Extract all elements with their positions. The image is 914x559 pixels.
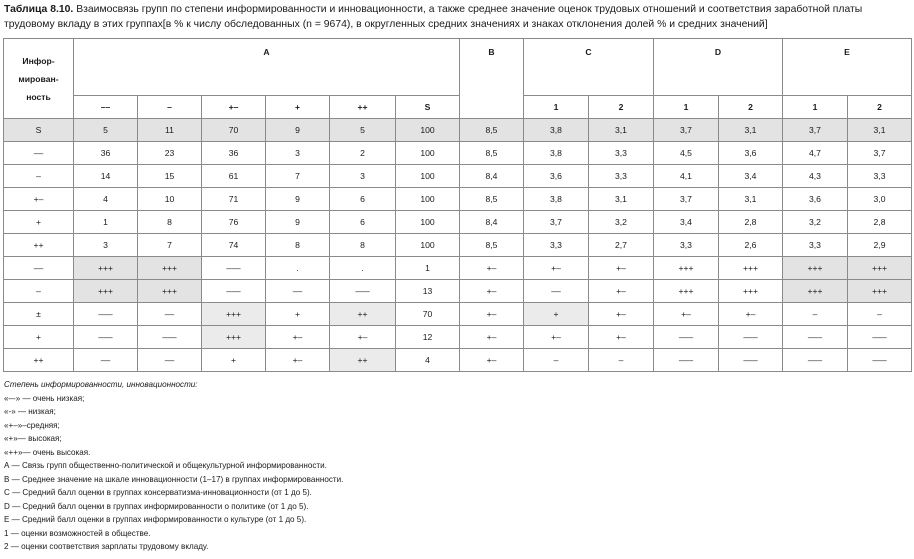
cell-a: 71: [202, 188, 266, 211]
note-line: D — Средний балл оценки в группах информированности о политике (от 1 до 5).: [4, 501, 309, 511]
header-d-sub: 1: [654, 96, 719, 119]
cell-a: +++: [202, 326, 266, 349]
cell-e: –––: [783, 326, 848, 349]
cell-a: 100: [396, 234, 460, 257]
cell-a: 15: [138, 165, 202, 188]
cell-b: +–: [460, 326, 524, 349]
note-line: 2 — оценки соответствия зарплаты трудовому вкладу.: [4, 542, 209, 551]
cell-c: 3,3: [589, 142, 654, 165]
cell-a: 61: [202, 165, 266, 188]
cell-a: –––: [74, 303, 138, 326]
cell-a: –––: [138, 326, 202, 349]
header-a-sub: ++: [330, 96, 396, 119]
cell-b: 8,4: [460, 165, 524, 188]
table-row: [4, 234, 912, 257]
cell-a: 5: [330, 119, 396, 142]
cell-a: +: [202, 349, 266, 372]
cell-a: 76: [202, 211, 266, 234]
cell-b: 8,5: [460, 119, 524, 142]
cell-a: +–: [266, 349, 330, 372]
note-line: «–-» — очень низкая;: [4, 393, 85, 403]
header-group-c: C: [524, 39, 654, 96]
cell-c: +–: [589, 280, 654, 303]
cell-d: 3,7: [654, 119, 719, 142]
cell-a: 10: [138, 188, 202, 211]
note-line: С — Средний балл оценки в группах консерватизма-инновационности (от 1 до 5).: [4, 488, 312, 497]
cell-a: +: [266, 303, 330, 326]
row-header: ++: [4, 234, 74, 257]
cell-e: 4,3: [783, 165, 848, 188]
cell-a: 12: [396, 326, 460, 349]
cell-d: 2,6: [719, 234, 783, 257]
cell-b: 8,5: [460, 234, 524, 257]
cell-a: 1: [396, 257, 460, 280]
cell-a: 3: [330, 165, 396, 188]
table-row: [4, 349, 912, 372]
cell-d: 3,7: [654, 188, 719, 211]
cell-c: 3,1: [589, 188, 654, 211]
cell-e: 3,1: [848, 119, 912, 142]
cell-c: 3,8: [524, 142, 589, 165]
cell-c: +–: [589, 257, 654, 280]
cell-d: 2,8: [719, 211, 783, 234]
cell-a: 7: [266, 165, 330, 188]
cell-a: 100: [396, 165, 460, 188]
header-e-sub: 1: [783, 96, 848, 119]
cell-a: 36: [202, 142, 266, 165]
cell-a: 100: [396, 142, 460, 165]
cell-a: 100: [396, 119, 460, 142]
cell-e: 3,0: [848, 188, 912, 211]
cell-d: 3,1: [719, 188, 783, 211]
table-row: [4, 188, 912, 211]
table-row: [4, 257, 912, 280]
note-line: «-» — низкая;: [4, 407, 56, 416]
header-corner: Инфор-мирован-ность: [4, 39, 74, 119]
row-header: +: [4, 211, 74, 234]
cell-e: 4,7: [783, 142, 848, 165]
cell-b: +–: [460, 349, 524, 372]
cell-e: 2,8: [848, 211, 912, 234]
cell-e: –––: [848, 349, 912, 372]
cell-a: +–: [330, 326, 396, 349]
caption-text: Взаимосвязь групп по степени информированности и инновационности, а также среднее значение оценок трудовых отношений и соответствия заработной платы трудовому вкладу в этих группах[в % к числу обследованных (n = 9674), в округленных средних значениях и знаках отклонения долей % и средних значений]: [4, 4, 863, 30]
note-line: Е — Средний балл оценки в группах информированности о культуре (от 1 до 5).: [4, 515, 307, 524]
cell-b: +–: [460, 303, 524, 326]
header-c-sub: 2: [589, 96, 654, 119]
cell-d: 4,5: [654, 142, 719, 165]
cell-d: –––: [719, 326, 783, 349]
row-header: ++: [4, 349, 74, 372]
cell-d: 3,1: [719, 119, 783, 142]
cell-c: 3,6: [524, 165, 589, 188]
table-row: [4, 280, 912, 303]
cell-a: .: [266, 257, 330, 280]
cell-a: 2: [330, 142, 396, 165]
cell-d: 3,3: [654, 234, 719, 257]
header-group-a: A: [74, 39, 460, 96]
cell-d: +++: [654, 257, 719, 280]
cell-a: 3: [266, 142, 330, 165]
cell-a: 9: [266, 119, 330, 142]
header-a-sub: ––: [74, 96, 138, 119]
cell-a: .: [330, 257, 396, 280]
cell-d: +++: [654, 280, 719, 303]
table-row: [4, 326, 912, 349]
cell-d: –––: [719, 349, 783, 372]
cell-e: +++: [848, 257, 912, 280]
cell-c: 3,3: [524, 234, 589, 257]
cell-e: 3,6: [783, 188, 848, 211]
header-a-sub: S: [396, 96, 460, 119]
table-row: [4, 165, 912, 188]
header-group-e: E: [783, 39, 912, 96]
row-header: +–: [4, 188, 74, 211]
cell-a: –––: [202, 257, 266, 280]
header-group-b: B: [460, 39, 524, 119]
cell-e: +++: [783, 257, 848, 280]
cell-c: 3,7: [524, 211, 589, 234]
cell-a: 6: [330, 211, 396, 234]
cell-a: 14: [74, 165, 138, 188]
header-a-sub: –: [138, 96, 202, 119]
cell-c: 3,8: [524, 119, 589, 142]
cell-c: –: [524, 349, 589, 372]
note-line: А — Связь групп общественно-политической и общекультурной информированности.: [4, 461, 327, 470]
cell-c: +–: [589, 303, 654, 326]
header-group-d: D: [654, 39, 783, 96]
cell-d: +–: [719, 303, 783, 326]
cell-a: 70: [202, 119, 266, 142]
cell-e: 3,3: [783, 234, 848, 257]
cell-a: 4: [396, 349, 460, 372]
table-body: [4, 39, 912, 372]
cell-b: 8,5: [460, 142, 524, 165]
cell-a: 4: [74, 188, 138, 211]
cell-e: +++: [848, 280, 912, 303]
cell-d: 3,4: [654, 211, 719, 234]
note-line: «++»— очень высокая.: [4, 447, 91, 457]
cell-c: 3,8: [524, 188, 589, 211]
cell-a: 9: [266, 188, 330, 211]
table-row: [4, 303, 912, 326]
cell-a: 23: [138, 142, 202, 165]
cell-a: +++: [74, 280, 138, 303]
cell-a: ––: [74, 349, 138, 372]
cell-a: 11: [138, 119, 202, 142]
cell-d: –––: [654, 349, 719, 372]
cell-a: 8: [266, 234, 330, 257]
row-header: ––: [4, 142, 74, 165]
cell-a: 1: [74, 211, 138, 234]
header-e-sub: 2: [848, 96, 912, 119]
header-c-sub: 1: [524, 96, 589, 119]
cell-d: 4,1: [654, 165, 719, 188]
cell-e: –: [848, 303, 912, 326]
header-row-1: [4, 39, 912, 96]
note-line: Степень информированности, инновационности:: [4, 380, 198, 389]
cell-d: 3,6: [719, 142, 783, 165]
caption-label: Таблица 8.10.: [4, 4, 74, 15]
cell-a: 36: [74, 142, 138, 165]
cell-b: 8,4: [460, 211, 524, 234]
cell-a: ––: [138, 349, 202, 372]
cell-c: 3,1: [589, 119, 654, 142]
note-line: «+»— высокая;: [4, 434, 62, 443]
cell-e: 3,7: [848, 142, 912, 165]
cell-a: ––: [266, 280, 330, 303]
row-header: –: [4, 165, 74, 188]
cell-a: –––: [330, 280, 396, 303]
cell-a: 100: [396, 188, 460, 211]
cell-e: 3,2: [783, 211, 848, 234]
data-table: [3, 38, 912, 372]
cell-a: 13: [396, 280, 460, 303]
cell-e: –––: [783, 349, 848, 372]
cell-a: 74: [202, 234, 266, 257]
cell-c: +: [524, 303, 589, 326]
cell-a: 7: [138, 234, 202, 257]
header-a-sub: +–: [202, 96, 266, 119]
cell-c: ––: [524, 280, 589, 303]
cell-a: 6: [330, 188, 396, 211]
row-header: ––: [4, 257, 74, 280]
header-a-sub: +: [266, 96, 330, 119]
cell-d: +++: [719, 257, 783, 280]
note-line: 1 — оценки возможностей в обществе.: [4, 528, 151, 538]
cell-a: +++: [138, 257, 202, 280]
cell-a: 3: [74, 234, 138, 257]
cell-d: +++: [719, 280, 783, 303]
cell-d: +–: [654, 303, 719, 326]
cell-d: 3,4: [719, 165, 783, 188]
note-line: «+–»–средняя;: [4, 420, 60, 430]
cell-c: +–: [589, 326, 654, 349]
cell-a: 70: [396, 303, 460, 326]
cell-a: 9: [266, 211, 330, 234]
table-row: [4, 211, 912, 234]
cell-a: 5: [74, 119, 138, 142]
cell-a: –––: [74, 326, 138, 349]
cell-a: 100: [396, 211, 460, 234]
cell-e: 3,7: [783, 119, 848, 142]
cell-b: +–: [460, 257, 524, 280]
header-row-2: [4, 96, 912, 119]
row-header: +: [4, 326, 74, 349]
header-d-sub: 2: [719, 96, 783, 119]
cell-e: 3,3: [848, 165, 912, 188]
cell-a: +–: [266, 326, 330, 349]
cell-a: –––: [202, 280, 266, 303]
cell-e: –: [783, 303, 848, 326]
cell-c: 3,3: [589, 165, 654, 188]
cell-c: 3,2: [589, 211, 654, 234]
cell-c: –: [589, 349, 654, 372]
row-header: –: [4, 280, 74, 303]
cell-e: +++: [783, 280, 848, 303]
cell-c: +–: [524, 326, 589, 349]
row-header: S: [4, 119, 74, 142]
table-caption: [4, 2, 912, 32]
note-line: В — Среднее значение на шкале инновационности (1–17) в группах информированности.: [4, 474, 344, 484]
row-header: ±: [4, 303, 74, 326]
cell-c: +–: [524, 257, 589, 280]
cell-e: 2,9: [848, 234, 912, 257]
cell-a: +++: [74, 257, 138, 280]
cell-b: 8,5: [460, 188, 524, 211]
cell-b: +–: [460, 280, 524, 303]
cell-d: –––: [654, 326, 719, 349]
cell-a: ++: [330, 349, 396, 372]
cell-a: +++: [138, 280, 202, 303]
cell-a: ––: [138, 303, 202, 326]
cell-a: 8: [138, 211, 202, 234]
table-notes: [4, 378, 912, 554]
table-row: [4, 142, 912, 165]
cell-a: ++: [330, 303, 396, 326]
cell-c: 2,7: [589, 234, 654, 257]
cell-e: –––: [848, 326, 912, 349]
cell-a: 8: [330, 234, 396, 257]
table-row: [4, 119, 912, 142]
cell-a: +++: [202, 303, 266, 326]
